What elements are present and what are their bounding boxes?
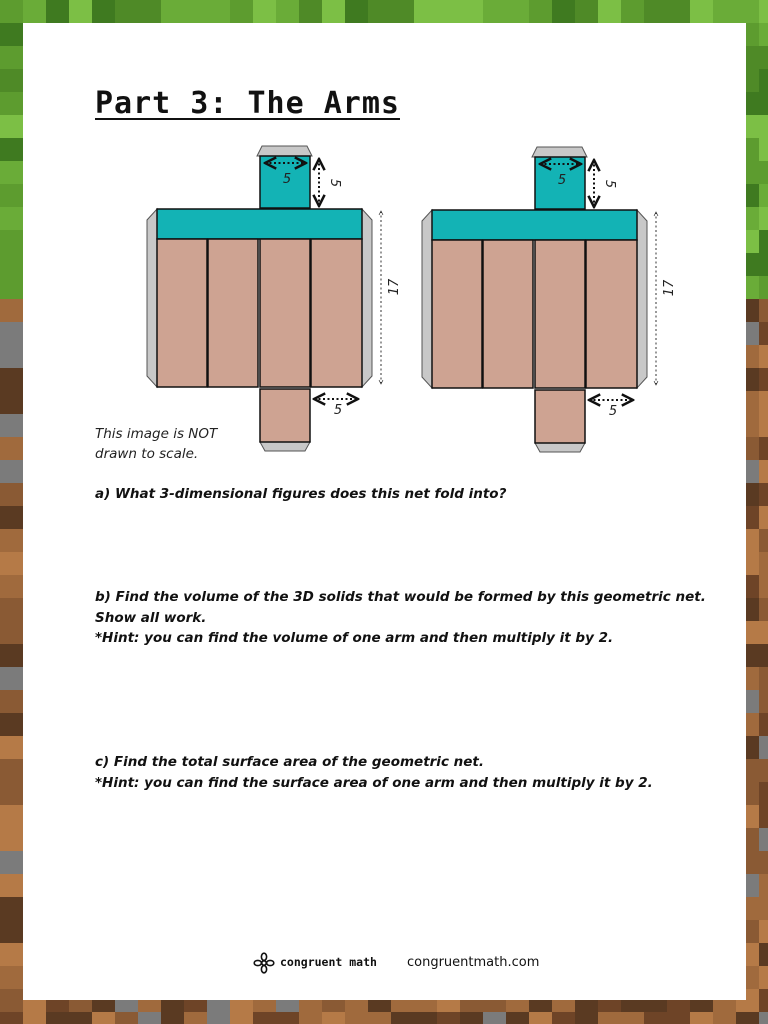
question-a-text: a) What 3-dimensional figures does this net fold into?: [95, 486, 507, 502]
footer: [0, 952, 768, 976]
arm-net-right: [422, 147, 677, 452]
question-b: [95, 587, 706, 649]
brand-name: congruent math: [280, 955, 377, 969]
dimension-label-length: 17: [662, 279, 677, 297]
question-c-text: c) Find the total surface area of the geometric net.: [95, 754, 484, 770]
dimension-label-top-width: 5: [282, 172, 292, 187]
dimension-label-bottom-width: 5: [608, 404, 618, 419]
arm-net-left: [147, 146, 402, 451]
dimension-label-top-height: 5: [327, 178, 342, 188]
scale-note: [95, 424, 217, 464]
dimension-label-length: 17: [387, 278, 402, 296]
website-link[interactable]: congruentmath.com: [407, 955, 540, 970]
dimension-label-bottom-width: 5: [333, 403, 343, 418]
scale-note-line: This image is NOT: [95, 426, 218, 442]
question-b-hint: *Hint: you can find the volume of one arm and then multiply it by 2.: [95, 630, 614, 646]
question-c-hint: *Hint: you can find the surface area of one arm and then multiply it by 2.: [95, 774, 653, 791]
page-title: Part 3: The Arms: [95, 86, 400, 121]
dimension-label-top-width: 5: [557, 173, 567, 188]
scale-note-line: drawn to scale.: [95, 446, 199, 462]
question-b-text: b) Find the volume of the 3D solids that would be formed by this geometric net.: [95, 589, 706, 605]
flower-logo-icon: [253, 952, 275, 974]
question-c: [95, 752, 653, 793]
dimension-label-top-height: 5: [602, 179, 617, 189]
question-a: [95, 484, 506, 505]
question-b-instruction: Show all work.: [95, 609, 207, 626]
